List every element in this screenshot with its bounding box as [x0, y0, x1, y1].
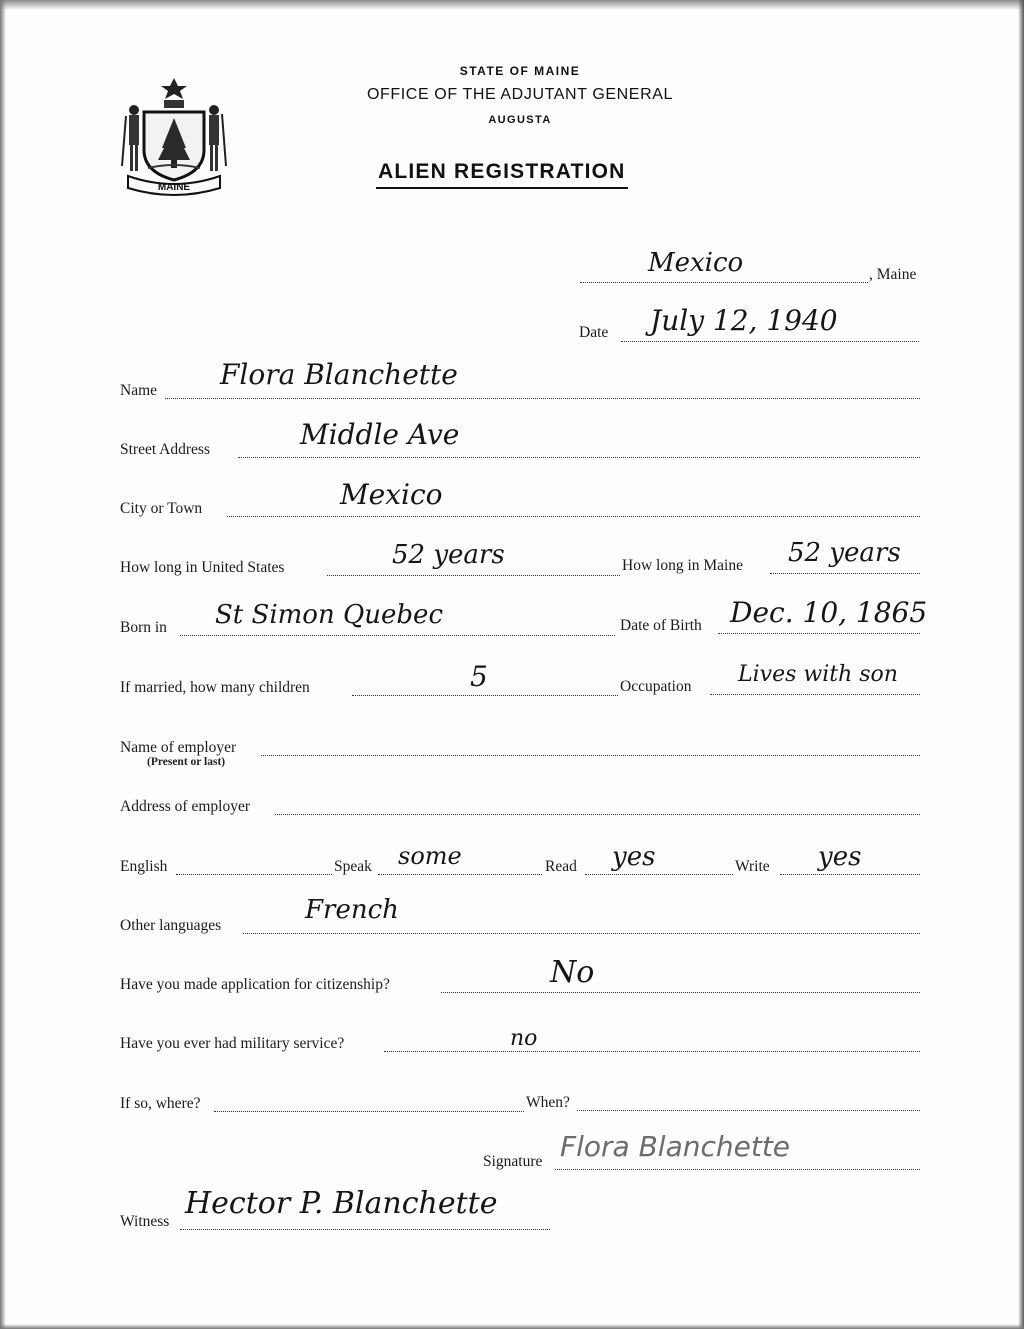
born-in-line [180, 635, 615, 636]
military-entry: no [510, 1026, 538, 1051]
write-label: Write [735, 858, 770, 875]
date-of-birth-entry: Dec. 10, 1865 [730, 596, 928, 629]
citizenship-label: Have you made application for citizenship? [120, 976, 390, 993]
children-entry: 5 [470, 660, 488, 693]
signature-line [555, 1169, 920, 1170]
occupation-line [710, 694, 920, 695]
read-entry: yes [612, 842, 656, 872]
witness-line [180, 1229, 550, 1230]
witness-label: Witness [120, 1213, 170, 1230]
how-long-us-label: How long in United States [120, 559, 285, 576]
write-line [780, 874, 920, 875]
city-label: City or Town [120, 500, 203, 517]
military-label: Have you ever had military service? [120, 1035, 345, 1052]
date-of-birth-line [718, 633, 920, 634]
date-label: Date [579, 324, 609, 341]
state-heading: STATE OF MAINE [459, 64, 581, 78]
how-long-us-line [327, 575, 620, 576]
name-entry: Flora Blanchette [220, 358, 458, 391]
when-line [577, 1110, 920, 1111]
office-heading: OFFICE OF THE ADJUTANT GENERAL [366, 86, 674, 103]
speak-label: Speak [334, 858, 372, 875]
where-label: If so, where? [120, 1095, 201, 1112]
name-line [165, 398, 920, 399]
street-address-entry: Middle Ave [300, 418, 460, 451]
english-line [176, 874, 332, 875]
city-line [227, 516, 920, 517]
speak-line [378, 874, 542, 875]
children-label: If married, how many children [120, 679, 310, 696]
how-long-us-entry: 52 years [392, 540, 505, 570]
applicant-signature: Flora Blanchette [560, 1130, 791, 1163]
date-of-birth-label: Date of Birth [620, 617, 702, 634]
read-line [585, 874, 733, 875]
employer-line [261, 755, 920, 756]
other-languages-label: Other languages [120, 917, 222, 934]
signature-label: Signature [483, 1153, 543, 1170]
date-entry: July 12, 1940 [650, 304, 838, 337]
maine-state-seal-icon [120, 76, 228, 200]
children-line [352, 695, 618, 696]
born-in-entry: St Simon Quebec [215, 600, 444, 630]
occupation-label: Occupation [620, 678, 692, 695]
how-long-maine-entry: 52 years [788, 538, 901, 568]
witness-signature: Hector P. Blanchette [185, 1186, 498, 1221]
other-languages-entry: French [305, 895, 399, 925]
town-entry: Mexico [648, 248, 744, 278]
date-line [621, 341, 919, 342]
seal-lettering: MAINE [157, 182, 191, 193]
born-in-label: Born in [120, 619, 167, 636]
city-entry: Mexico [340, 478, 443, 511]
english-label: English [120, 858, 168, 875]
when-label: When? [526, 1094, 570, 1111]
how-long-maine-label: How long in Maine [622, 557, 743, 574]
employer-sublabel: (Present or last) [147, 756, 226, 768]
scan-edge-left [0, 0, 6, 1329]
town-line [580, 282, 868, 283]
how-long-maine-line [770, 573, 920, 574]
town-suffix: , Maine [869, 266, 917, 283]
write-entry: yes [818, 842, 862, 872]
scan-edge-top [0, 0, 1024, 10]
speak-entry: some [398, 842, 462, 870]
form-title: ALIEN REGISTRATION [376, 160, 628, 189]
street-address-line [238, 457, 920, 458]
city-heading: AUGUSTA [488, 114, 552, 126]
occupation-entry: Lives with son [738, 662, 898, 687]
where-line [214, 1111, 524, 1112]
scan-edge-bottom [0, 1324, 1024, 1329]
street-address-label: Street Address [120, 441, 210, 458]
name-label: Name [120, 382, 158, 399]
employer-address-line [275, 814, 920, 815]
citizenship-line [441, 992, 920, 993]
employer-label: Name of employer [120, 739, 237, 756]
read-label: Read [545, 858, 577, 875]
employer-address-label: Address of employer [120, 798, 250, 815]
scan-edge-right [1018, 0, 1024, 1329]
other-languages-line [243, 933, 920, 934]
military-line [384, 1051, 920, 1052]
citizenship-entry: No [550, 955, 595, 990]
